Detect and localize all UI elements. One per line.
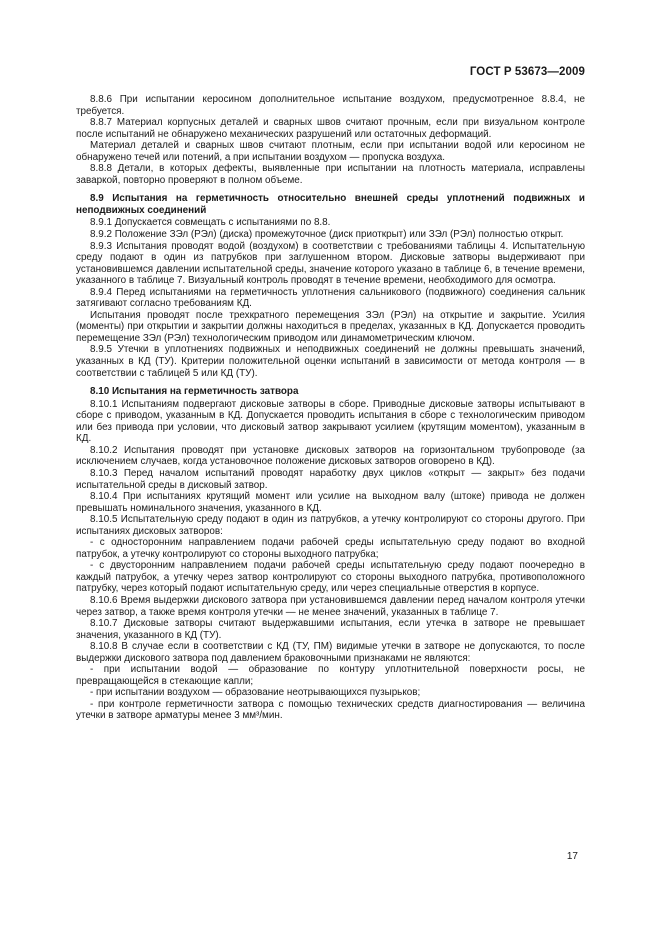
paragraph-8-9-2: 8.9.2 Положение ЗЭл (РЭл) (диска) промежуточное (диск приоткрыт) или ЗЭл (РЭл) полностью открыт. (90, 229, 564, 241)
paragraph-8-9-5: 8.9.5 Утечки в уплотнениях подвижных и неподвижных соединений не должны превышать значений, указанных в КД (ТУ). Критерии положительной оценки испытаний в зависимости от метода контроля — в соответствии с таблицей 5 или КД (ТУ). (76, 344, 585, 379)
paragraph-8-8-7: 8.8.7 Материал корпусных деталей и сварных швов считают прочным, если при визуальном контроле после испытаний не обнаружено механических разрушений или остаточных деформаций. (76, 117, 585, 140)
section-heading-8-9: 8.9 Испытания на герметичность относительно внешней среды уплотнений подвижных и неподвижных соединений (76, 193, 585, 216)
paragraph-8-10-5: 8.10.5 Испытательную среду подают в один из патрубков, а утечку контролируют со стороны другого. При испытаниях дисковых затворов: (76, 514, 585, 537)
paragraph-8-8-8: 8.8.8 Детали, в которых дефекты, выявленные при испытании на плотность материала, исправлены заваркой, повторно проверяют в полном объеме. (76, 163, 585, 186)
document-header: ГОСТ Р 53673—2009 (469, 66, 585, 78)
page-number: 17 (566, 851, 578, 862)
paragraph-8-10-3: 8.10.3 Перед началом испытаний проводят наработку двух циклов «открыт — закрыт» без подачи испытательной среды в дисковый затвор. (76, 467, 585, 491)
paragraph-8-9-1: 8.9.1 Допускается совмещать с испытаниями по 8.8. (90, 217, 331, 229)
list-item-diagnostics: - при контроле герметичности затвора с помощью технических средств диагностирования — величина утечки в затворе арматуры менее 3 мм³/мин. (76, 698, 585, 722)
list-item-water: - при испытании водой — образование по контуру уплотнительной поверхности росы, не превращающейся в стекающие капли; (76, 664, 585, 687)
paragraph-8-10-4: 8.10.4 При испытаниях крутящий момент или усилие на выходном валу (штоке) привода не должен превышать номинального значения, указанного в КД. (76, 491, 585, 514)
paragraph-8-10-7: 8.10.7 Дисковые затворы считают выдержавшими испытания, если утечка в затворе не превышает значения, указанного в КД (ТУ). (76, 618, 585, 641)
list-item-two-way: - с двусторонним направлением подачи рабочей среды испытательную среду подают поочередно в каждый патрубок, а утечку через затвор контролируют со стороны выходного патрубка, противоположного патрубку, через который подают испытательную среду, или через специальные отверстия в корпусе. (76, 560, 585, 595)
list-item-one-way: - с односторонним направлением подачи рабочей среды испытательную среду подают во входной патрубок, а утечку контролируют со стороны выходного патрубка; (76, 537, 585, 560)
paragraph-8-10-8: 8.10.8 В случае если в соответствии с КД (ТУ, ПМ) видимые утечки в затворе не допускаются, то после выдержки дискового затвора под давлением браковочными признаками не являются: (76, 641, 585, 664)
paragraph-8-9-4: 8.9.4 Перед испытаниями на герметичность уплотнения сальникового (подвижного) соединения сальник затягивают согласно требованиям КД. (76, 286, 585, 310)
paragraph-8-9-4-cont: Испытания проводят после трехкратного перемещения ЗЭл (РЭл) на открытие и закрытие. Усилия (моменты) при открытии и закрытии должны находиться в пределах, указанных в КД. Допускается проводить перемещение ЗЭл (РЭл) технологическим приводом или динамометрическим ключом. (76, 309, 585, 344)
paragraph-8-10-1: 8.10.1 Испытаниям подвергают дисковые затворы в сборе. Приводные дисковые затворы испытывают в сборе с приводом, указанным в КД. Допускается проводить испытания в сборе с технологическим приводом или без привода при условии, что дисковый затвор закрывают усилием (крутящим моментом), указанным в КД. (76, 398, 585, 445)
paragraph-8-9-3: 8.9.3 Испытания проводят водой (воздухом) в соответствии с требованиями таблицы 4. Испытательную среду подают в один из патрубков при заглушенном втором. Дисковые затворы выдерживают при установившемся давлении испытательной среды, значение которого указано в таблице 6, в течение времени, указанного в таблице 7. Визуальный контроль проводят в течение времени, необходимого для осмотра. (76, 240, 585, 287)
document-body (76, 94, 585, 722)
paragraph-8-10-6: 8.10.6 Время выдержки дискового затвора при установившемся давлении перед началом контроля утечки через затвор, а также время контроля утечки — не менее значений, указанных в таблице 7. (76, 594, 585, 618)
paragraph-8-8-7-cont: Материал деталей и сварных швов считают плотным, если при испытании водой или керосином не обнаружено течей или потений, а при испытании воздухом — пропуска воздуха. (76, 140, 585, 163)
paragraph-8-10-2: 8.10.2 Испытания проводят при установке дисковых затворов на горизонтальном трубопроводе (за исключением случаев, когда установочное положение дисковых затворов оговорено в КД). (76, 444, 585, 468)
section-heading-8-10: 8.10 Испытания на герметичность затвора (90, 386, 299, 398)
paragraph-8-8-6: 8.8.6 При испытании керосином дополнительное испытание воздухом, предусмотренное 8.8.4, не требуется. (76, 94, 585, 117)
list-item-air: - при испытании воздухом — образование неотрывающихся пузырьков; (90, 687, 421, 699)
